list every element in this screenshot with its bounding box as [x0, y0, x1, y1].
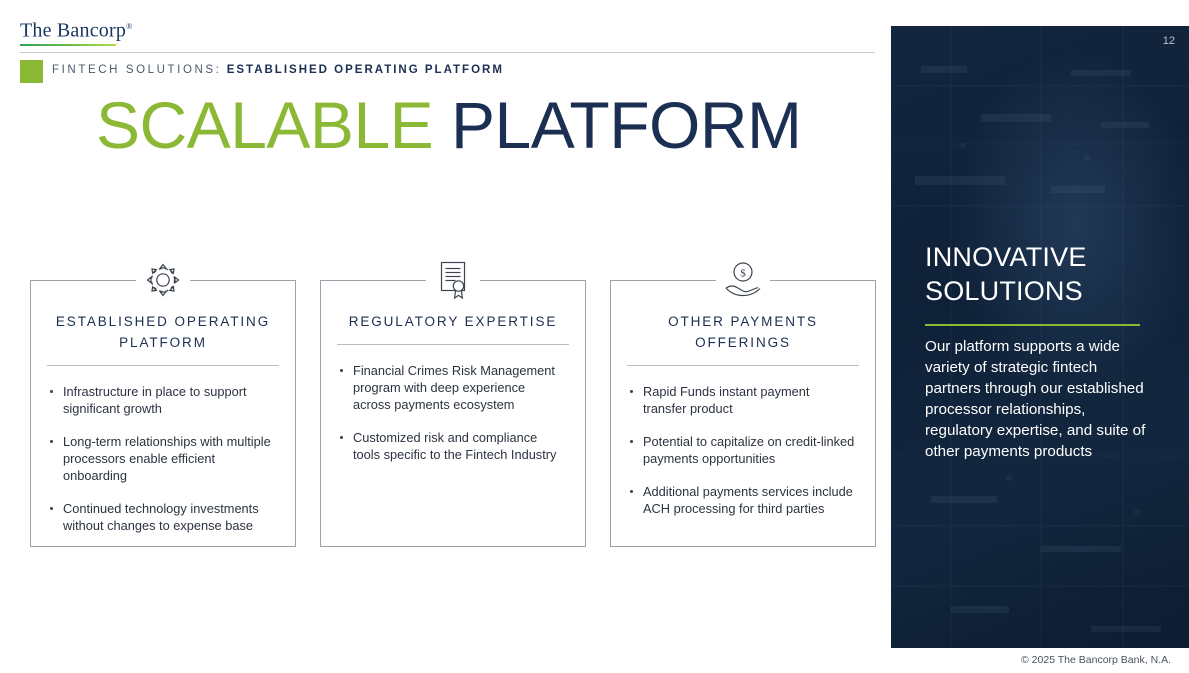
- card-established-operating-platform: [30, 280, 296, 547]
- card-other-payments-offerings: [610, 267, 876, 547]
- panel-accent-rule: [925, 324, 1140, 326]
- logo-name: The Bancorp: [20, 19, 127, 42]
- page-number: 12: [1162, 35, 1175, 47]
- card-title: OTHER PAYMENTS OFFERINGS: [668, 314, 818, 350]
- eyebrow-prefix: FINTECH SOLUTIONS:: [52, 64, 222, 76]
- card-bullet-list: [45, 383, 275, 534]
- page-title: [96, 88, 802, 162]
- list-item: Continued technology investments without changes to expense base: [45, 500, 275, 534]
- logo-underline-bar: [20, 44, 116, 46]
- gear-icon: [136, 253, 190, 307]
- certificate-icon: [426, 253, 480, 307]
- innovative-solutions-panel: [891, 26, 1189, 648]
- footer-copyright: © 2025 The Bancorp Bank, N.A.: [1021, 654, 1171, 666]
- list-item: Financial Crimes Risk Management program with deep experience across payments ecosystem: [335, 362, 565, 413]
- list-item: Additional payments services include ACH processing for third parties: [625, 483, 855, 517]
- card-divider: [627, 365, 859, 366]
- card-title: ESTABLISHED OPERATING PLATFORM: [55, 314, 271, 350]
- logo-wordmark: [20, 16, 140, 42]
- list-item: Customized risk and compliance tools specific to the Fintech Industry: [335, 429, 565, 463]
- panel-heading: INNOVATIVE SOLUTIONS: [925, 242, 1087, 306]
- page-title-green: SCALABLE: [96, 88, 434, 162]
- card-bullet-list: [335, 362, 565, 463]
- card-title: REGULATORY EXPERTISE: [348, 314, 558, 329]
- list-item: Potential to capitalize on credit-linked payments opportunities: [625, 433, 855, 467]
- header-divider: [20, 52, 875, 53]
- list-item: Long-term relationships with multiple processors enable efficient onboarding: [45, 433, 275, 484]
- eyebrow-accent-square: [20, 60, 43, 83]
- eyebrow: [52, 64, 504, 76]
- list-item: Infrastructure in place to support significant growth: [45, 383, 275, 417]
- card-divider: [337, 344, 569, 345]
- logo-registered-mark: ®: [126, 22, 133, 31]
- list-item: Rapid Funds instant payment transfer product: [625, 383, 855, 417]
- bancorp-logo: [20, 16, 140, 50]
- card-regulatory-expertise: [320, 280, 586, 547]
- card-divider: [47, 365, 279, 366]
- panel-body-text: Our platform supports a wide variety of strategic fintech partners through our established processor relationships, regulatory expertise, and suite of other payments products: [925, 338, 1146, 460]
- page-title-navy: PLATFORM: [451, 88, 802, 162]
- eyebrow-bold: ESTABLISHED OPERATING PLATFORM: [226, 64, 504, 76]
- svg-text:$: $: [740, 267, 746, 280]
- card-bullet-list: [625, 383, 855, 517]
- hand-dollar-icon: [716, 253, 770, 307]
